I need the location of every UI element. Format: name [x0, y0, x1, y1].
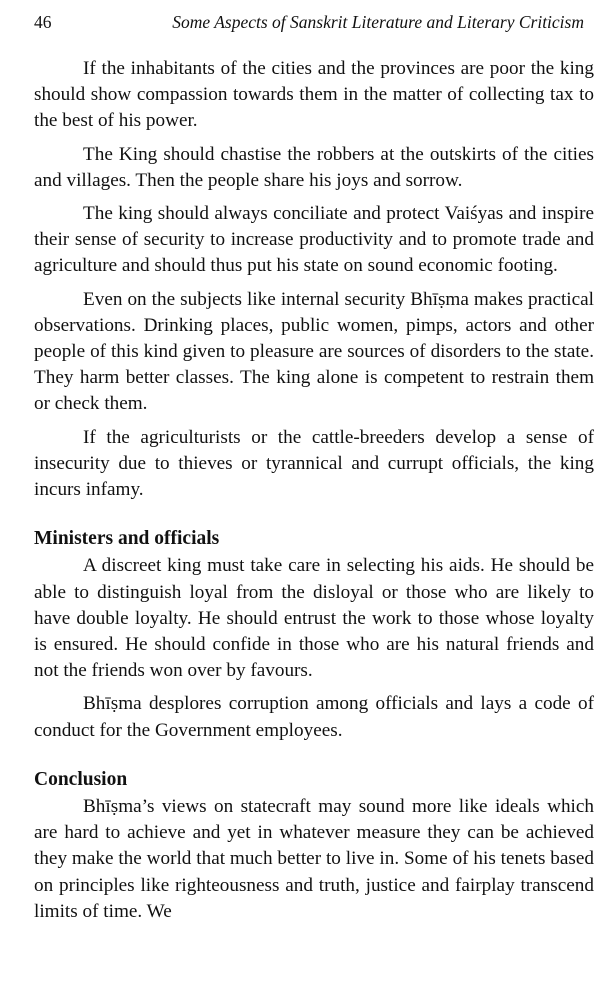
paragraph: Bhīṣma’s views on statecraft may sound more like ideals which are hard to achieve and yet in whatever measure they can be achieved they make the world that much better to live in. Some of his tenets based on principles like righteousness and truth, justice and fairplay transcend limits of time. We	[34, 796, 594, 922]
paragraph: The King should chastise the robbers at the outskirts of the cities and villages. Then the people share his joys and sorrow.	[34, 143, 594, 191]
body-text	[34, 56, 594, 932]
paragraph: If the agriculturists or the cattle-breeders develop a sense of insecurity due to thieves or tyrannical and currupt officials, the king incurs infamy.	[34, 426, 594, 501]
paragraph: Bhīṣma desplores corruption among officials and lays a code of conduct for the Government employees.	[34, 693, 594, 741]
page-header	[34, 12, 584, 38]
paragraph: If the inhabitants of the cities and the provinces are poor the king should show compassion towards them in the matter of collecting tax to the best of his power.	[34, 58, 594, 132]
section-heading-conclusion: Conclusion	[34, 768, 128, 790]
paragraph: Even on the subjects like internal security Bhīṣma makes practical observations. Drinking places, public women, pimps, actors and other people of this kind given to pleasure are sources of disorders to the state. They harm better classes. The king alone is competent to restrain them or check them.	[34, 288, 594, 415]
section-heading-ministers: Ministers and officials	[34, 528, 220, 550]
running-title: Some Aspects of Sanskrit Literature and Literary Criticism	[172, 12, 584, 32]
paragraph: A discreet king must take care in selecting his aids. He should be able to distinguish loyal from the disloyal or those who are likely to have double loyalty. He should entrust the work to those whose loyalty is ensured. He should confide in those who are his natural friends and not the friends won over by favours.	[34, 555, 594, 682]
paragraph: The king should always conciliate and protect Vaiśyas and inspire their sense of security to increase productivity and to promote trade and agriculture and should thus put his state on sound economic footing.	[34, 203, 594, 277]
page-number: 46	[34, 12, 52, 32]
